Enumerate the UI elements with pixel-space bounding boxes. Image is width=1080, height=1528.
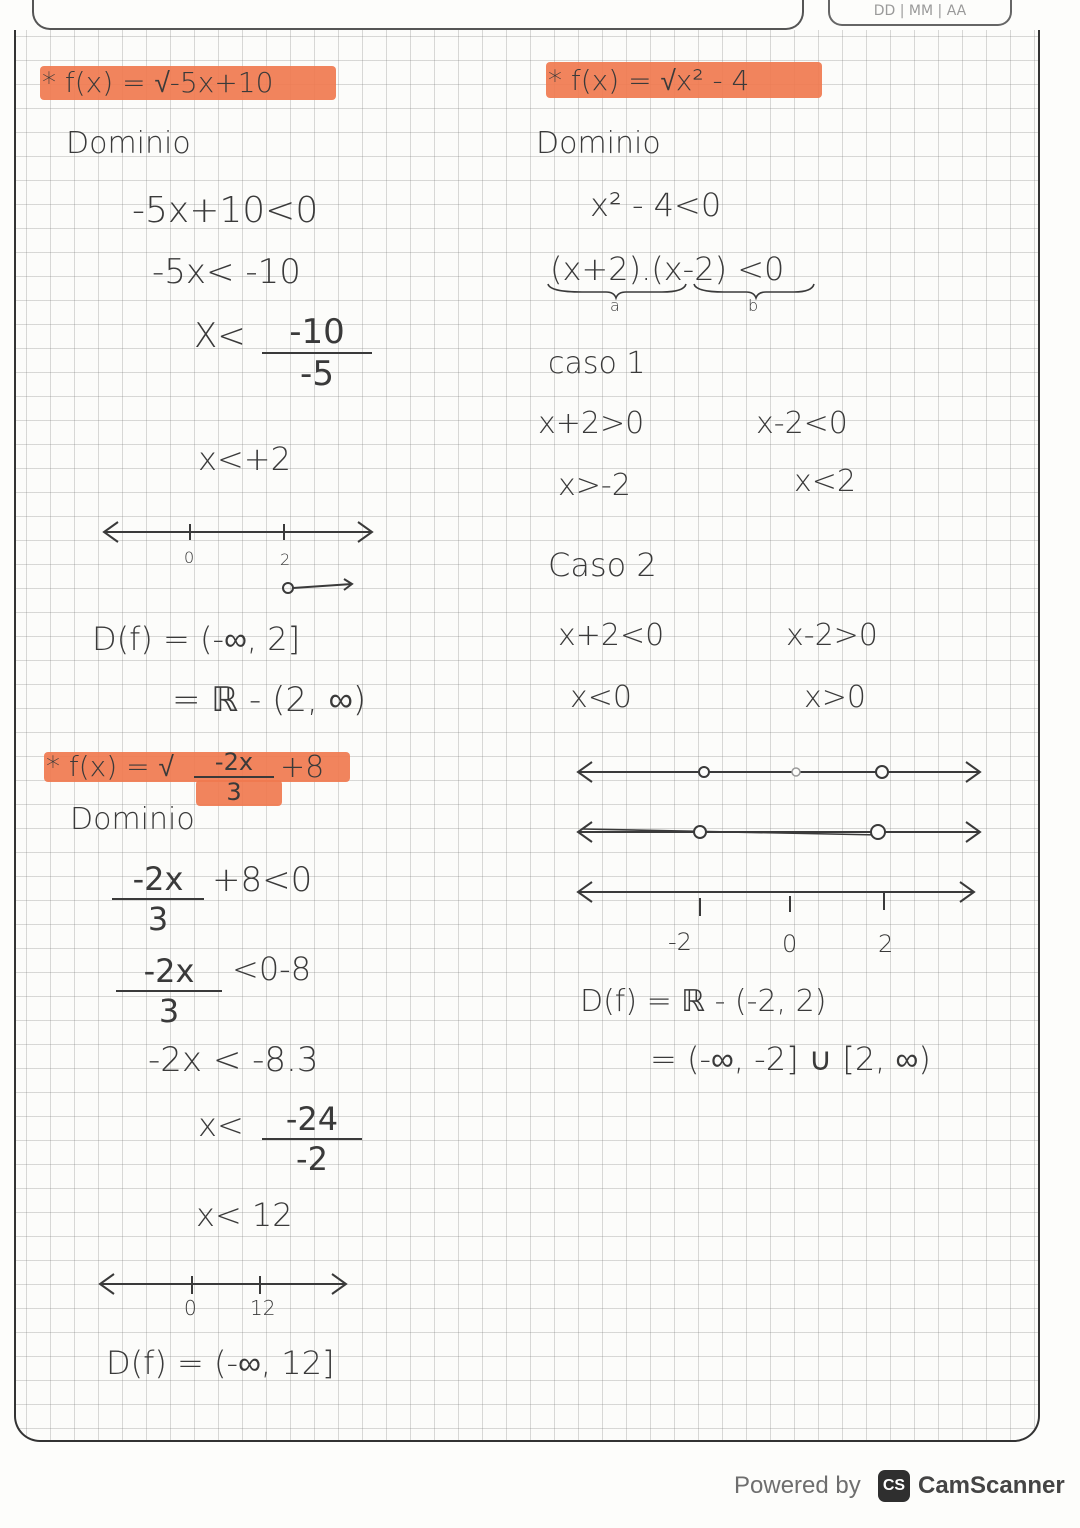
p3-c1b: x-2<0 xyxy=(756,406,848,441)
p1-nl-label-2: 2 xyxy=(280,550,291,569)
camscanner-brand: CamScanner xyxy=(918,1472,1065,1499)
p2-l4-numerator: -24 xyxy=(262,1100,362,1140)
p3-brace-a: a xyxy=(610,296,620,315)
p2-l2-denominator: 3 xyxy=(158,992,180,1030)
p2-l3: -2x < -8.3 xyxy=(148,1040,319,1080)
p2-l2-numerator: -2x xyxy=(116,952,222,992)
p2-nl-label-12: 12 xyxy=(250,1296,276,1320)
p3-c2a: x+2<0 xyxy=(558,618,665,653)
problem-3-title: * f(x) = √x² - 4 xyxy=(548,64,750,97)
problem-2-title-pre: * f(x) = √ xyxy=(46,750,174,783)
p1-domain-2: = ℝ - (2, ∞) xyxy=(172,680,367,720)
p1-number-line xyxy=(96,510,386,600)
p1-inequality-3-lhs: X< xyxy=(194,316,246,356)
dominio-label-3: Dominio xyxy=(536,126,661,161)
p1-inequality-2: -5x< -10 xyxy=(152,252,301,292)
p3-nl-label-0: 0 xyxy=(782,930,798,958)
p3-c1d: x<2 xyxy=(794,464,856,499)
notebook-header-bar xyxy=(32,0,804,30)
problem-1-title: * f(x) = √-5x+10 xyxy=(42,66,274,99)
p3-domain-2: = (-∞, -2] ∪ [2, ∞) xyxy=(650,1040,931,1078)
problem-2-title-post: +8 xyxy=(280,750,325,785)
grid-paper xyxy=(14,30,1040,1442)
p1-fraction-denominator: -5 xyxy=(300,354,334,394)
p3-caso2: Caso 2 xyxy=(548,546,657,584)
problem-2-title-fraction xyxy=(194,748,274,806)
dominio-label-2: Dominio xyxy=(70,802,195,837)
powered-by-text: Powered by xyxy=(734,1472,861,1499)
p2-l1-numerator: -2x xyxy=(112,860,204,900)
p2-l2-fraction xyxy=(116,952,222,1030)
p3-c1a: x+2>0 xyxy=(538,406,645,441)
p3-c2d: x>0 xyxy=(804,680,866,715)
p3-caso1: caso 1 xyxy=(548,346,646,381)
p1-domain-1: D(f) = (-∞, 2] xyxy=(92,620,301,658)
p2-domain: D(f) = (-∞, 12] xyxy=(106,1344,335,1382)
p3-nl-label-2: 2 xyxy=(878,930,894,958)
p3-c1c: x>-2 xyxy=(558,468,631,503)
date-box: DD | MM | AA xyxy=(828,0,1012,26)
p3-nl-label-neg2: -2 xyxy=(668,928,692,956)
p3-l2: (x+2).(x-2) <0 xyxy=(550,250,785,288)
p2-l1-fraction xyxy=(112,860,204,938)
problem-2-title-denominator: 3 xyxy=(226,778,242,806)
p2-l2-rest: <0-8 xyxy=(232,950,312,988)
p1-inequality-1: -5x+10<0 xyxy=(132,190,319,231)
p2-l4-fraction xyxy=(262,1100,362,1178)
p3-domain-1: D(f) = ℝ - (-2, 2) xyxy=(580,984,827,1019)
p2-nl-label-0: 0 xyxy=(184,1296,197,1320)
p3-c2b: x-2>0 xyxy=(786,618,878,653)
p1-nl-label-0: 0 xyxy=(184,548,195,567)
p2-l4-denominator: -2 xyxy=(296,1140,328,1178)
p3-brace-b: b xyxy=(748,296,759,315)
p1-fraction xyxy=(262,312,372,394)
p3-l1: x² - 4<0 xyxy=(590,186,722,224)
p2-l1-denominator: 3 xyxy=(147,900,169,938)
p3-c2c: x<0 xyxy=(570,680,632,715)
camscanner-logo-icon: CS xyxy=(878,1470,910,1502)
problem-2-title-numerator: -2x xyxy=(194,748,274,778)
dominio-label-1: Dominio xyxy=(66,126,191,161)
p3-number-lines xyxy=(570,750,990,920)
p2-number-line xyxy=(92,1268,362,1308)
p2-l1-rest: +8<0 xyxy=(212,860,313,900)
p3-underbraces xyxy=(544,282,824,302)
camscanner-watermark xyxy=(730,1464,1070,1514)
p1-fraction-numerator: -10 xyxy=(262,312,372,354)
p1-result: x<+2 xyxy=(198,440,291,478)
p2-l5: x< 12 xyxy=(196,1196,293,1234)
p2-l4-lhs: x< xyxy=(198,1106,244,1144)
